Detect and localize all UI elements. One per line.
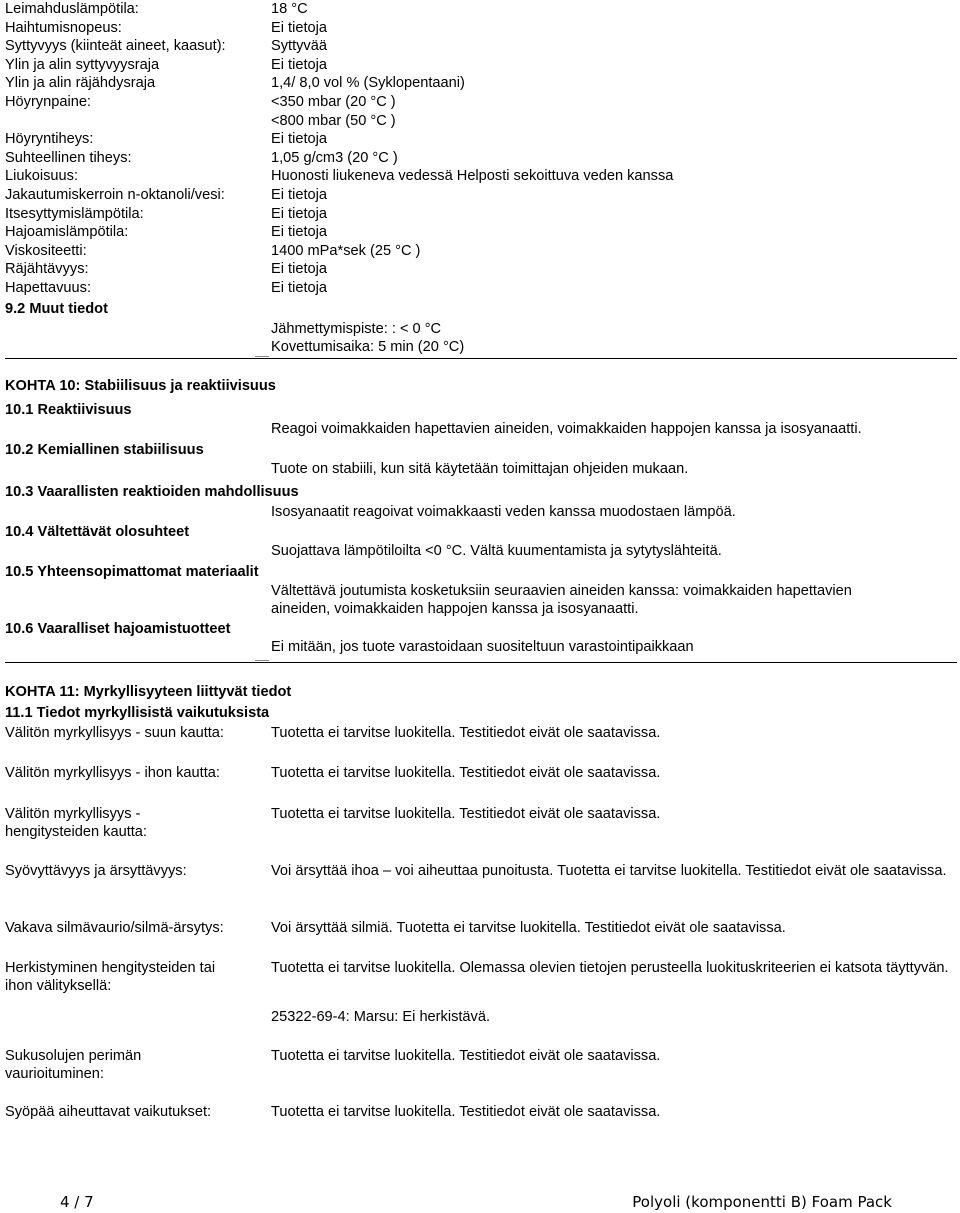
property-value: 1,05 g/cm3 (20 °C ) (271, 149, 398, 166)
toxicity-row (5, 805, 957, 841)
property-label: Ylin ja alin syttyvyysraja (5, 56, 160, 73)
toxicity-value: Tuotetta ei tarvitse luokitella. Testitiedot eivät ole saatavissa. (271, 765, 661, 781)
toxicity-label: Välitön myrkyllisyys - ihon kautta: (5, 765, 220, 781)
toxicity-label: Herkistyminen hengitysteiden tai ihon välityksellä: (5, 960, 216, 994)
toxicity-row (5, 862, 957, 880)
subsection-text: Vältettävä joutumista kosketuksiin seuraavien aineiden kanssa: voimakkaiden hapettavien (271, 583, 852, 599)
property-value: 18 °C (271, 1, 308, 17)
property-label: Suhteellinen tiheys: (5, 149, 132, 166)
property-value: <800 mbar (50 °C ) (271, 112, 396, 129)
subsection-text: aineiden, voimakkaiden happojen kanssa ja isosyanaatti. (271, 601, 639, 617)
property-row (5, 186, 957, 205)
toxicity-value: Voi ärsyttää ihoa – voi aiheuttaa punoitusta. Tuotetta ei tarvitse luokitella. Testitiedot eivät ole saatavissa. (271, 863, 947, 879)
subsection-heading-10-5: 10.5 Yhteensopimattomat materiaalit (5, 564, 259, 580)
product-name: Polyoli (komponentti B) Foam Pack (632, 1193, 892, 1211)
toxicity-value: Tuotetta ei tarvitse luokitella. Testitiedot eivät ole saatavissa. (271, 725, 661, 741)
section-title-11: KOHTA 11: Myrkyllisyyteen liittyvät tiedot (5, 684, 292, 700)
toxicity-label: Välitön myrkyllisyys - hengitysteiden kautta: (5, 806, 147, 840)
property-value: Ei tietoja (271, 56, 327, 73)
subsection-text: Ei mitään, jos tuote varastoidaan suositeltuun varastointipaikkaan (271, 639, 694, 655)
divider-tick (255, 660, 269, 661)
property-value: 1400 mPa*sek (25 °C ) (271, 242, 421, 259)
property-label: Räjähtävyys: (5, 261, 89, 278)
property-label: Ylin ja alin räjähdysraja (5, 75, 156, 92)
property-label: Hapettavuus: (5, 279, 91, 296)
property-row (5, 167, 957, 186)
property-value: Ei tietoja (271, 19, 327, 36)
property-label (5, 112, 271, 131)
toxicity-value: Tuotetta ei tarvitse luokitella. Testitiedot eivät ole saatavissa. (271, 806, 661, 822)
property-label: Höyryntiheys: (5, 131, 94, 148)
property-row (5, 242, 957, 261)
property-row (5, 93, 957, 112)
toxicity-label: Vakava silmävaurio/silmä-ärsytys: (5, 920, 224, 936)
subsection-heading-9-2: 9.2 Muut tiedot (5, 301, 108, 317)
page-number: 4 / 7 (60, 1193, 94, 1211)
section-divider (5, 662, 957, 663)
section-divider (5, 358, 957, 359)
property-row (5, 223, 957, 242)
toxicity-label: Välitön myrkyllisyys - suun kautta: (5, 725, 224, 741)
toxicity-row (5, 959, 957, 995)
other-info-line: Jähmettymispiste: : < 0 °C (271, 321, 442, 337)
property-label: Haihtumisnopeus: (5, 19, 122, 36)
subsection-text: Suojattava lämpötiloilta <0 °C. Vältä kuumentamista ja sytytyslähteitä. (271, 543, 722, 559)
toxicity-value: 25322-69-4: Marsu: Ei herkistävä. (271, 1009, 491, 1025)
property-row (5, 112, 957, 131)
subsection-text: Isosyanaatit reagoivat voimakkaasti veden kanssa muodostaen lämpöä. (271, 504, 736, 520)
subsection-heading-10-6: 10.6 Vaaralliset hajoamistuotteet (5, 621, 231, 637)
property-row (5, 279, 957, 298)
property-value: <350 mbar (20 °C ) (271, 93, 396, 110)
property-row (5, 149, 957, 168)
toxicity-label: Syövyttävyys ja ärsyttävyys: (5, 863, 187, 879)
property-label: Jakautumiskerroin n-oktanoli/vesi: (5, 186, 225, 203)
property-row (5, 0, 957, 19)
property-value: 1,4/ 8,0 vol % (Syklopentaani) (271, 75, 465, 92)
toxicity-value: Tuotetta ei tarvitse luokitella. Testitiedot eivät ole saatavissa. (271, 1048, 661, 1064)
property-value: Syttyvää (271, 38, 327, 55)
subsection-heading-11-1: 11.1 Tiedot myrkyllisistä vaikutuksista (5, 705, 270, 721)
section-title-10: KOHTA 10: Stabiilisuus ja reaktiivisuus (5, 378, 276, 394)
other-info-line: Kovettumisaika: 5 min (20 °C) (271, 339, 465, 355)
toxicity-row (5, 724, 957, 742)
property-label: Viskositeetti: (5, 242, 87, 259)
toxicity-label: Sukusolujen perimän vaurioituminen: (5, 1048, 142, 1082)
property-row (5, 19, 957, 38)
property-value: Ei tietoja (271, 131, 327, 148)
property-value: Ei tietoja (271, 186, 327, 203)
property-label: Höyrynpaine: (5, 93, 91, 110)
property-row (5, 74, 957, 93)
property-row (5, 260, 957, 279)
property-row (5, 56, 957, 75)
subsection-text: Tuote on stabiili, kun sitä käytetään toimittajan ohjeiden mukaan. (271, 461, 689, 477)
toxicity-label: Syöpää aiheuttavat vaikutukset: (5, 1104, 212, 1120)
property-value: Ei tietoja (271, 279, 327, 296)
toxicity-row (5, 764, 957, 782)
property-label: Leimahduslämpötila: (5, 1, 139, 17)
property-value: Ei tietoja (271, 224, 327, 241)
subsection-heading-10-2: 10.2 Kemiallinen stabiilisuus (5, 442, 204, 458)
physical-properties-table (5, 0, 957, 298)
property-value: Ei tietoja (271, 205, 327, 222)
property-label: Hajoamislämpötila: (5, 224, 129, 241)
toxicity-row (5, 1103, 957, 1121)
property-label: Itsesyttymislämpötila: (5, 205, 144, 222)
toxicity-row (5, 1047, 957, 1083)
divider-tick (255, 356, 269, 357)
toxicity-row (5, 919, 957, 937)
property-label: Liukoisuus: (5, 168, 79, 185)
subsection-heading-10-1: 10.1 Reaktiivisuus (5, 402, 132, 418)
subsection-heading-10-3: 10.3 Vaarallisten reaktioiden mahdollisuus (5, 484, 299, 500)
property-row (5, 37, 957, 56)
property-label: Syttyvyys (kiinteät aineet, kaasut): (5, 38, 226, 55)
subsection-text: Reagoi voimakkaiden hapettavien aineiden, voimakkaiden happojen kanssa ja isosyanaatti. (271, 421, 862, 437)
toxicity-value: Voi ärsyttää silmiä. Tuotetta ei tarvitse luokitella. Testitiedot eivät ole saatavissa. (271, 920, 786, 936)
property-row (5, 205, 957, 224)
subsection-heading-10-4: 10.4 Vältettävät olosuhteet (5, 524, 190, 540)
property-value: Huonosti liukeneva vedessä Helposti sekoittuva veden kanssa (271, 168, 674, 185)
property-value: Ei tietoja (271, 261, 327, 278)
toxicity-value: Tuotetta ei tarvitse luokitella. Olemassa olevien tietojen perusteella luokituskriteerien ei katsota täyttyvän. (271, 960, 949, 976)
property-row (5, 130, 957, 149)
toxicity-value: Tuotetta ei tarvitse luokitella. Testitiedot eivät ole saatavissa. (271, 1104, 661, 1120)
